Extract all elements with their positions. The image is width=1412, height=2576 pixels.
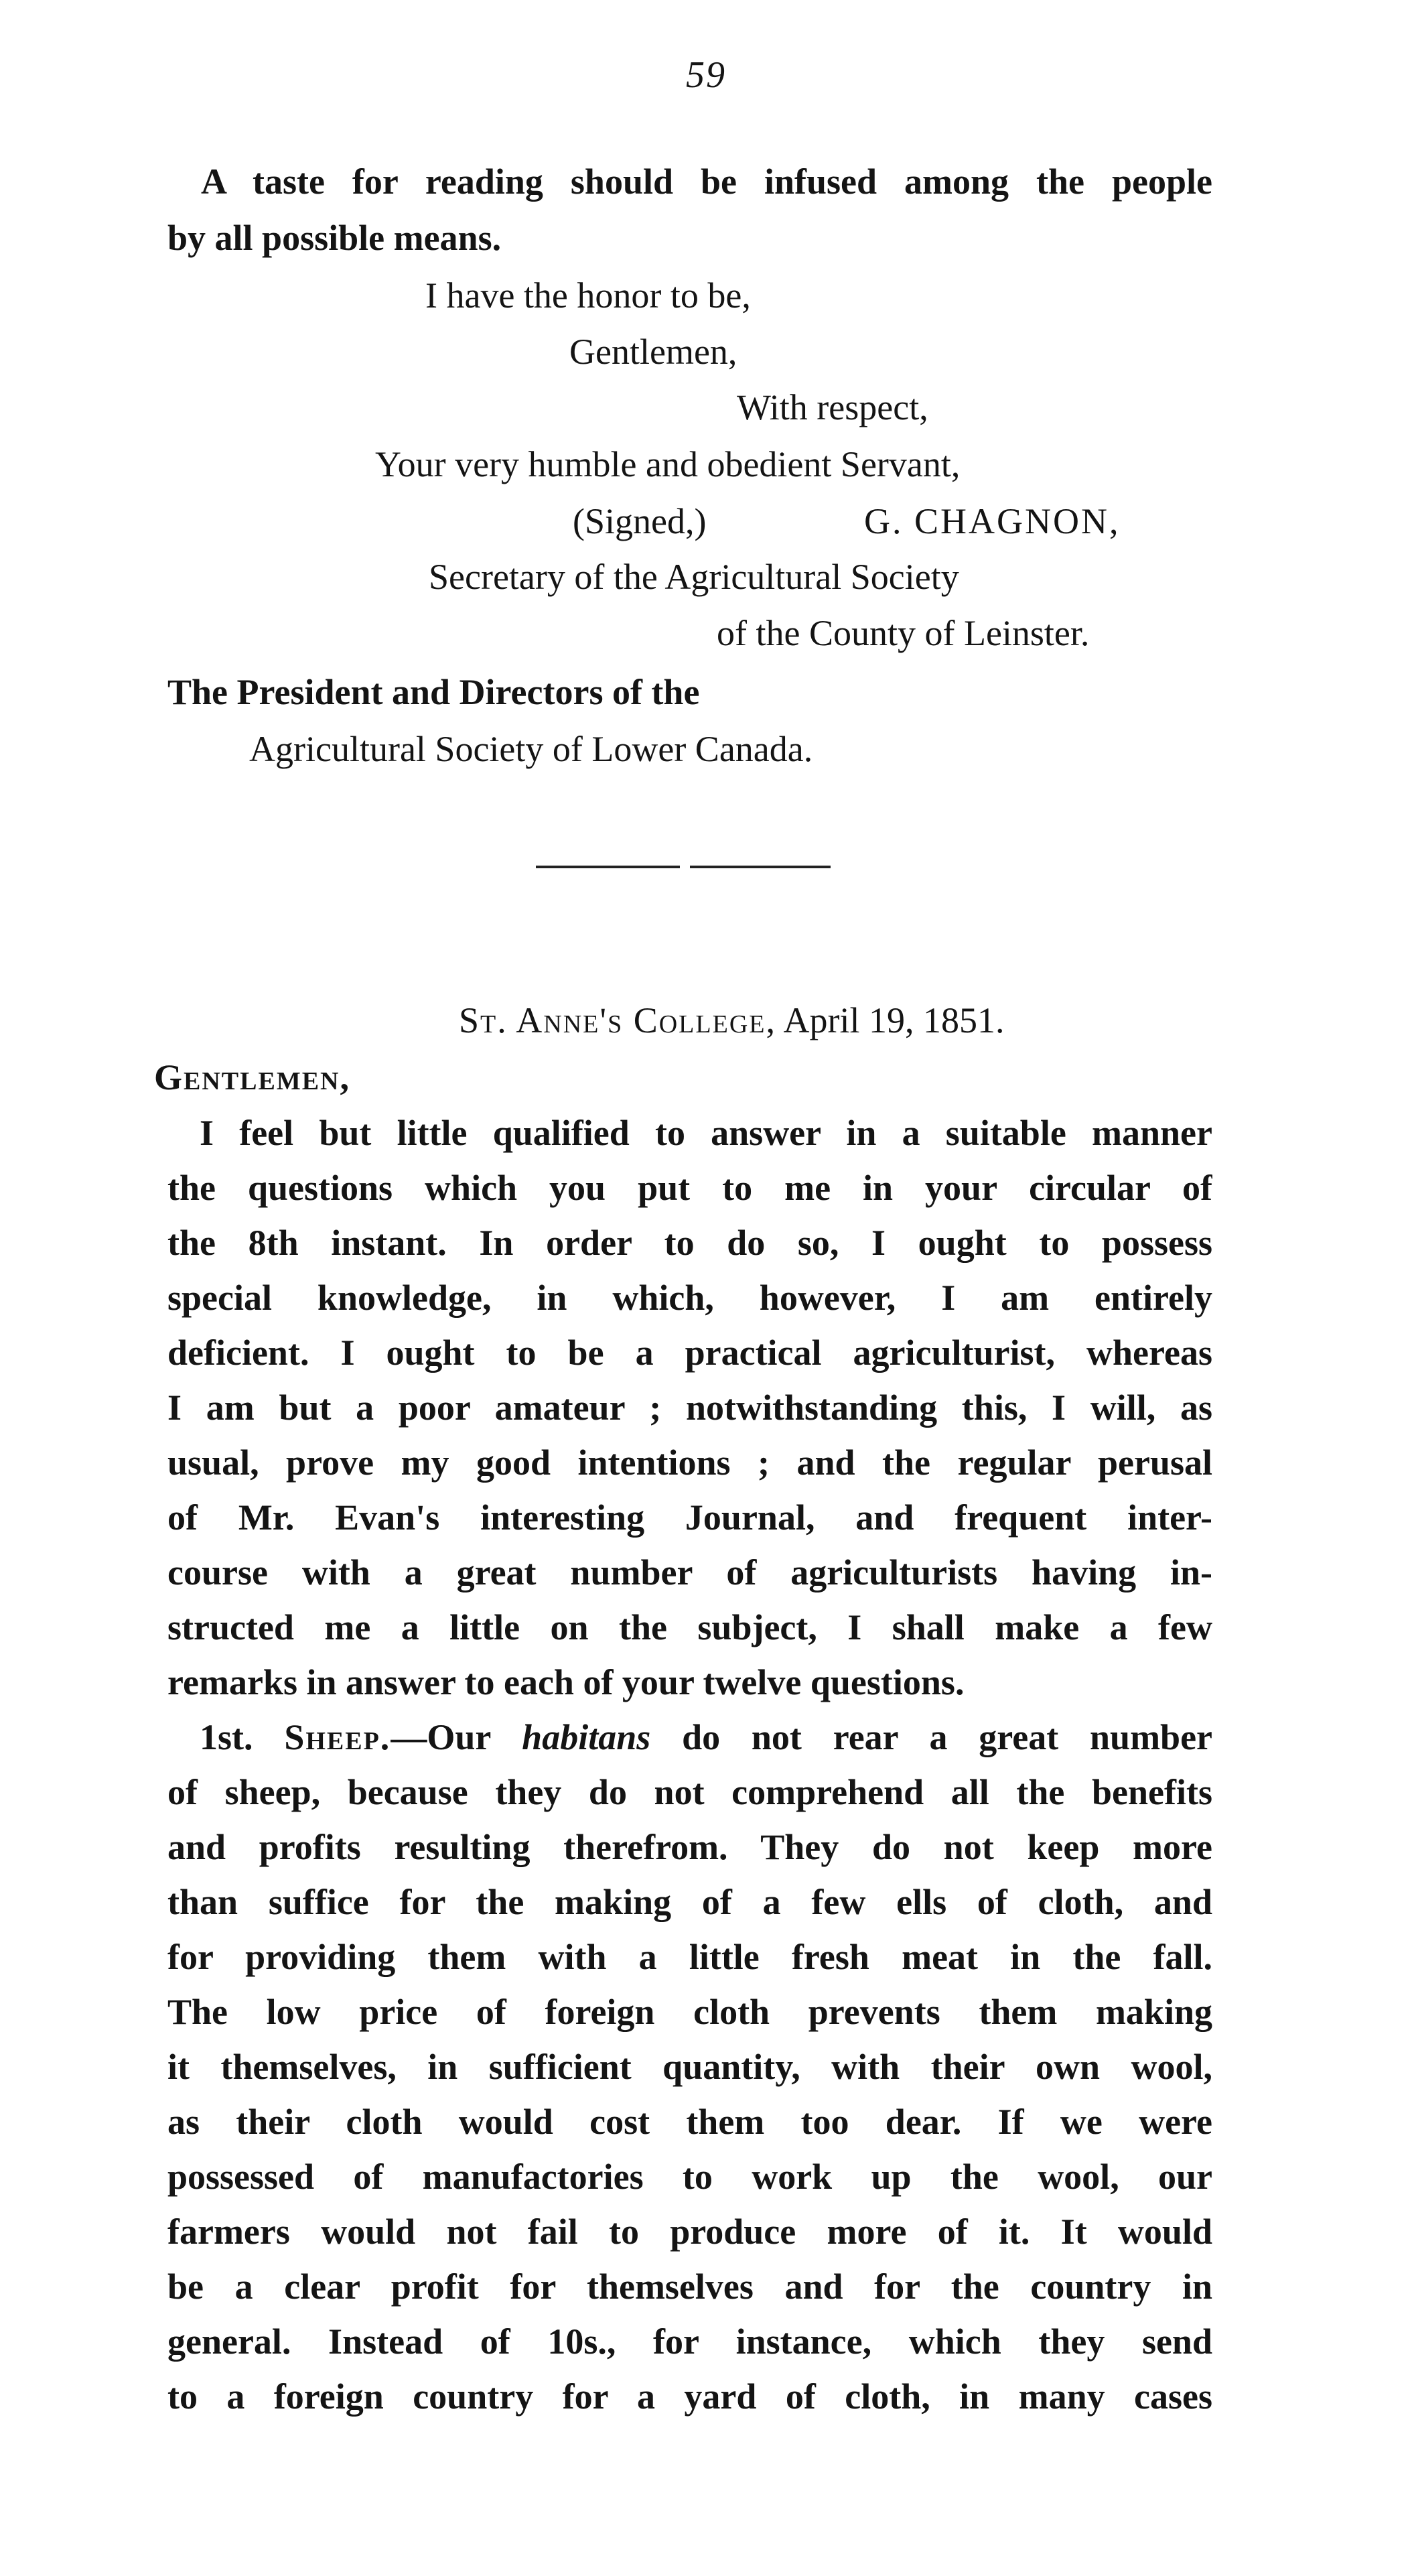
letter1-line: by all possible means. [167,218,502,258]
addressee-line: Agricultural Society of Lower Canada. [249,729,813,769]
paragraph-first-line [167,1710,1212,1765]
closing-respect: With respect, [737,387,928,427]
heading-place: St. Anne's College, [459,1000,776,1040]
signatory-title: Secretary of the Agricultural Society [429,557,959,597]
first-line-rest: do not rear a great number [682,1717,1212,1757]
paragraph-line: possessed of manufactories to work up the wool, our [167,2157,1212,2197]
paragraph-line: to a foreign country for a yard of cloth, in many cases [167,2376,1212,2417]
letter-heading [459,998,1005,1042]
letter1-line: A taste for reading should be infused among the people [201,161,1212,202]
separator-rule [536,866,680,868]
paragraph-line: the 8th instant. In order to do so, I ought to possess [167,1223,1212,1263]
item-topic: Sheep. [284,1717,391,1757]
paragraph-line: of Mr. Evan's interesting Journal, and frequent inter- [167,1497,1212,1538]
paragraph-line: than suffice for the making of a few ells of cloth, and [167,1882,1212,1922]
signatory-county: of the County of Leinster. [717,613,1090,653]
paragraph-line: be a clear profit for themselves and for the country in [167,2266,1212,2307]
paragraph-line: deficient. I ought to be a practical agriculturist, whereas [167,1333,1212,1373]
addressee-line: The President and Directors of the [167,672,700,712]
paragraph-line: I feel but little qualified to answer in a suitable manner [200,1113,1212,1153]
paragraph-line: as their cloth would cost them too dear. If we were [167,2102,1212,2142]
paragraph-line: I am but a poor amateur ; notwithstanding this, I will, as [167,1387,1212,1428]
page-number: 59 [686,54,726,96]
paragraph-line: and profits resulting therefrom. They do not keep more [167,1827,1212,1867]
closing-phrase: I have the honor to be, [425,275,751,316]
paragraph-line: usual, prove my good intentions ; and the regular perusal [167,1442,1212,1483]
item-number: 1st. [200,1717,253,1757]
paragraph-line: The low price of foreign cloth prevents them making [167,1992,1212,2032]
paragraph-2 [167,1710,1212,2424]
paragraph-line: special knowledge, in which, however, I am entirely [167,1278,1212,1318]
paragraph-line: the questions which you put to me in your circular of [167,1168,1212,1208]
salutation: Gentlemen, [154,1057,350,1097]
paragraph-line: for providing them with a little fresh meat in the fall. [167,1937,1212,1977]
paragraph-line: general. Instead of 10s., for instance, which they send [167,2321,1212,2362]
closing-salutation: Gentlemen, [569,332,737,372]
heading-date: April 19, 1851. [783,1000,1005,1040]
paragraph-line: course with a great number of agriculturists having in- [167,1552,1212,1592]
signatory-name: G. CHAGNON, [864,501,1121,541]
signed-label: (Signed,) [573,501,707,541]
paragraph-line: it themselves, in sufficient quantity, with their own wool, [167,2047,1212,2087]
italic-term: habitans [522,1717,651,1757]
closing-servant: Your very humble and obedient Servant, [375,444,961,484]
paragraph-1 [167,1105,1212,1710]
paragraph-line: farmers would not fail to produce more of it. It would [167,2212,1212,2252]
paragraph-line: remarks in answer to each of your twelve questions. [167,1662,965,1702]
separator-rule [690,866,831,868]
paragraph-line: structed me a little on the subject, I shall make a few [167,1607,1212,1647]
paragraph-line: of sheep, because they do not comprehend all the benefits [167,1772,1212,1812]
item-dash: —Our [391,1717,491,1757]
